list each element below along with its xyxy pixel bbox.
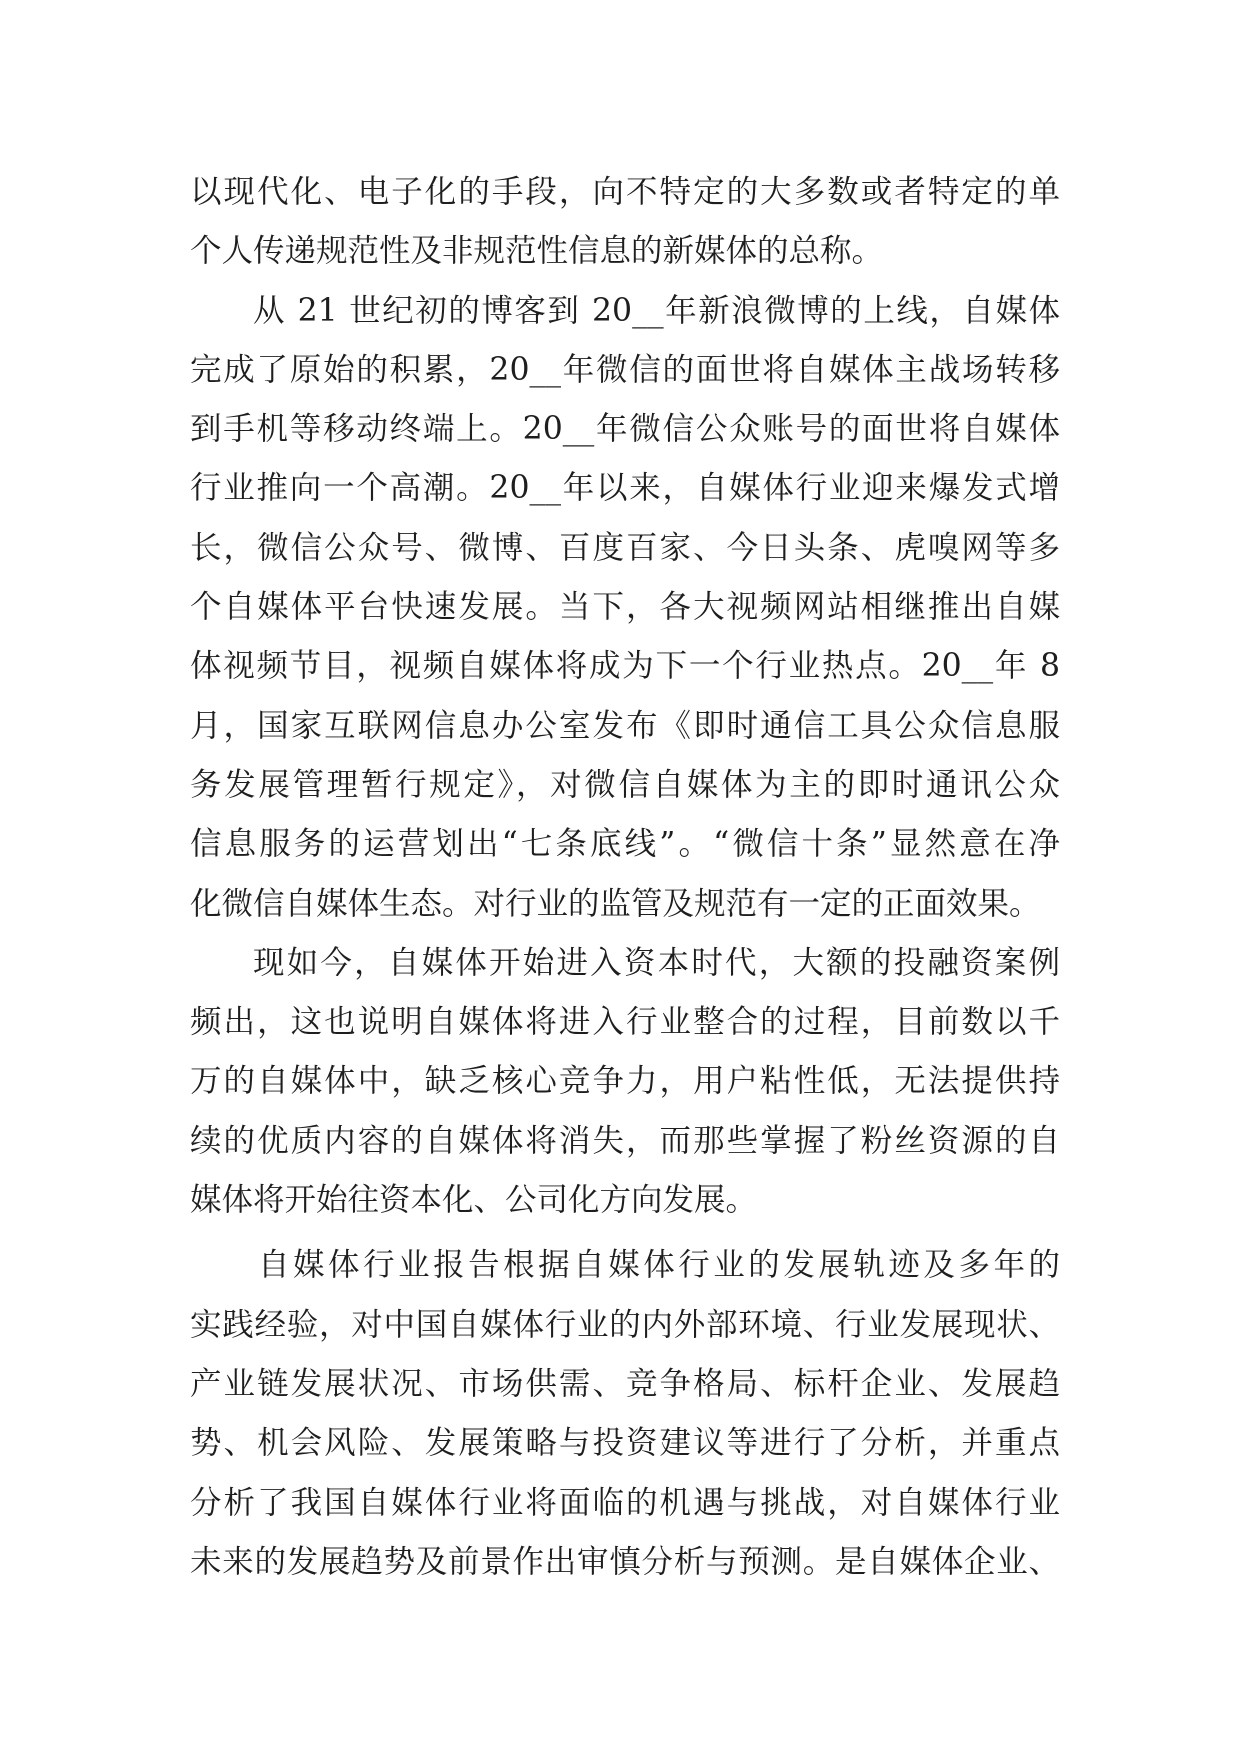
text-line: 信息服务的运营划出“七条底线”。“微信十条”显然意在净 [190, 826, 1060, 863]
text-line: 个人传递规范性及非规范性信息的新媒体的总称。 [190, 233, 884, 270]
text-line: 产业链发展状况、市场供需、竞争格局、标杆企业、发展趋 [190, 1365, 1060, 1402]
text-line: 从 21 世纪初的博客到 20__年新浪微博的上线，自媒体 [253, 292, 1060, 329]
text-line: 媒体将开始往资本化、公司化方向发展。 [190, 1182, 758, 1219]
text-line: 势、机会风险、发展策略与投资建议等进行了分析，并重点 [190, 1425, 1060, 1462]
text-line: 长，微信公众号、微博、百度百家、今日头条、虎嗅网等多 [190, 529, 1060, 566]
text-line: 分析了我国自媒体行业将面临的机遇与挑战，对自媒体行业 [190, 1484, 1060, 1521]
text-line: 续的优质内容的自媒体将消失，而那些掌握了粉丝资源的自 [190, 1122, 1060, 1159]
text-line: 化微信自媒体生态。对行业的监管及规范有一定的正面效果。 [190, 885, 1041, 922]
text-line: 务发展管理暂行规定》，对微信自媒体为主的即时通讯公众 [190, 766, 1060, 803]
text-line: 以现代化、电子化的手段，向不特定的大多数或者特定的单 [190, 174, 1060, 210]
text-line: 实践经验，对中国自媒体行业的内外部环境、行业发展现状、 [190, 1306, 1060, 1343]
text-line: 频出，这也说明自媒体将进入行业整合的过程，目前数以千 [190, 1004, 1060, 1041]
text-line: 月，国家互联网信息办公室发布《即时通信工具公众信息服 [190, 707, 1060, 744]
document-body [190, 163, 1060, 1592]
paragraph-1 [190, 163, 1060, 282]
text-line: 完成了原始的积累，20__年微信的面世将自媒体主战场转移 [190, 351, 1060, 388]
text-line: 未来的发展趋势及前景作出审慎分析与预测。是自媒体企业、 [190, 1543, 1060, 1580]
paragraph-2 [190, 282, 1060, 934]
text-line: 现如今，自媒体开始进入资本时代，大额的投融资案例 [253, 944, 1060, 981]
paragraph-3 [190, 934, 1060, 1230]
text-line: 体视频节目，视频自媒体将成为下一个行业热点。20__年 8 [190, 648, 1060, 685]
text-line: 自媒体行业报告根据自媒体行业的发展轨迹及多年的 [258, 1247, 1060, 1284]
text-line: 万的自媒体中，缺乏核心竞争力，用户粘性低，无法提供持 [190, 1063, 1060, 1100]
text-line: 到手机等移动终端上。20__年微信公众账号的面世将自媒体 [190, 411, 1060, 448]
paragraph-4 [190, 1236, 1060, 1592]
text-line: 个自媒体平台快速发展。当下，各大视频网站相继推出自媒 [190, 589, 1060, 626]
text-line: 行业推向一个高潮。20__年以来，自媒体行业迎来爆发式增 [190, 470, 1060, 507]
